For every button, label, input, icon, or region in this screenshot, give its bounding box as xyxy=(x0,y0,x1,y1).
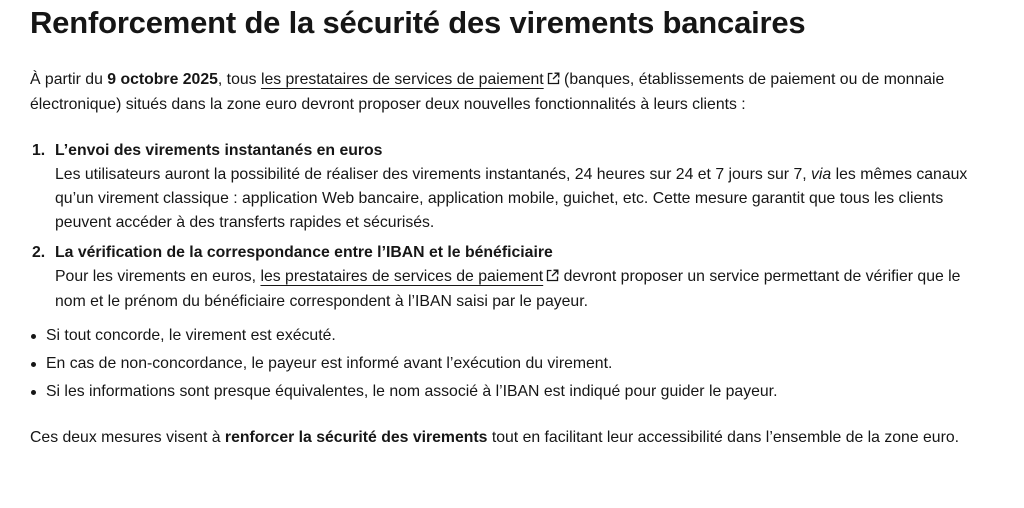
list-item-title: L’envoi des virements instantanés en euros xyxy=(55,142,383,159)
outro-prefix: Ces deux mesures visent à xyxy=(30,429,225,446)
intro-date: 9 octobre 2025 xyxy=(107,71,218,88)
psp-link-intro[interactable] xyxy=(261,71,560,88)
outcomes-list xyxy=(30,324,994,404)
external-link-icon xyxy=(547,69,560,93)
outro-bold: renforcer la sécurité des virements xyxy=(224,429,488,446)
list-item-body-italic: via xyxy=(811,166,832,183)
psp-link-intro-label: les prestataires de services de paiement xyxy=(260,71,544,88)
list-item-body-start: Pour les virements en euros, xyxy=(55,268,261,285)
bullet-text: En cas de non-concordance, le payeur est informé avant l’exécution du virement. xyxy=(46,355,613,372)
external-link-icon xyxy=(546,266,559,290)
intro-paragraph xyxy=(30,68,994,117)
list-item xyxy=(30,139,994,235)
list-item-body-start: Les utilisateurs auront la possibilité de réaliser des virements instantanés, 24 heures sur 24 et 7 jours sur 7, xyxy=(55,166,812,183)
intro-mid: , tous xyxy=(217,71,261,88)
list-item-title: La vérification de la correspondance entre l’IBAN et le bénéficiaire xyxy=(55,244,553,261)
psp-link-list[interactable] xyxy=(260,268,559,285)
measures-list xyxy=(30,139,994,314)
intro-prefix: À partir du xyxy=(30,71,108,88)
bullet-text: Si les informations sont presque équivalentes, le nom associé à l’IBAN est indiqué pour guider le payeur. xyxy=(46,383,778,400)
outro-paragraph xyxy=(30,426,994,450)
bullet-dot-icon xyxy=(31,390,36,395)
intro-suffix: (banques, établissements de paiement ou de monnaie électronique) situés dans la zone euro devront proposer deux nouvelles fonctionnalités à leurs clients : xyxy=(30,71,945,113)
bullet-text: Si tout concorde, le virement est exécuté. xyxy=(46,327,336,344)
bullet-item xyxy=(30,352,994,376)
list-item-body-end: les mêmes canaux qu’un virement classique : application Web bancaire, application mobile, guichet, etc. Cette mesure garantit que tous les clients peuvent accéder à des transferts rapides et sécurisés. xyxy=(55,166,968,231)
psp-link-list-label: les prestataires de services de paiement xyxy=(260,268,544,285)
outro-suffix: tout en facilitant leur accessibilité dans l’ensemble de la zone euro. xyxy=(487,429,959,446)
list-number: 1. xyxy=(32,142,46,159)
page-title: Renforcement de la sécurité des virements bancaires xyxy=(30,5,806,40)
bullet-item xyxy=(30,380,994,404)
bullet-dot-icon xyxy=(31,334,36,339)
list-number: 2. xyxy=(32,244,46,261)
list-item-body xyxy=(55,265,994,314)
bullet-item xyxy=(30,324,994,348)
bullet-dot-icon xyxy=(31,362,36,367)
list-item xyxy=(30,241,994,314)
list-item-body-end: devront proposer un service permettant de vérifier que le nom et le prénom du bénéficiaire correspondent à l’IBAN saisi par le payeur. xyxy=(55,268,961,310)
list-item-body xyxy=(55,163,994,235)
